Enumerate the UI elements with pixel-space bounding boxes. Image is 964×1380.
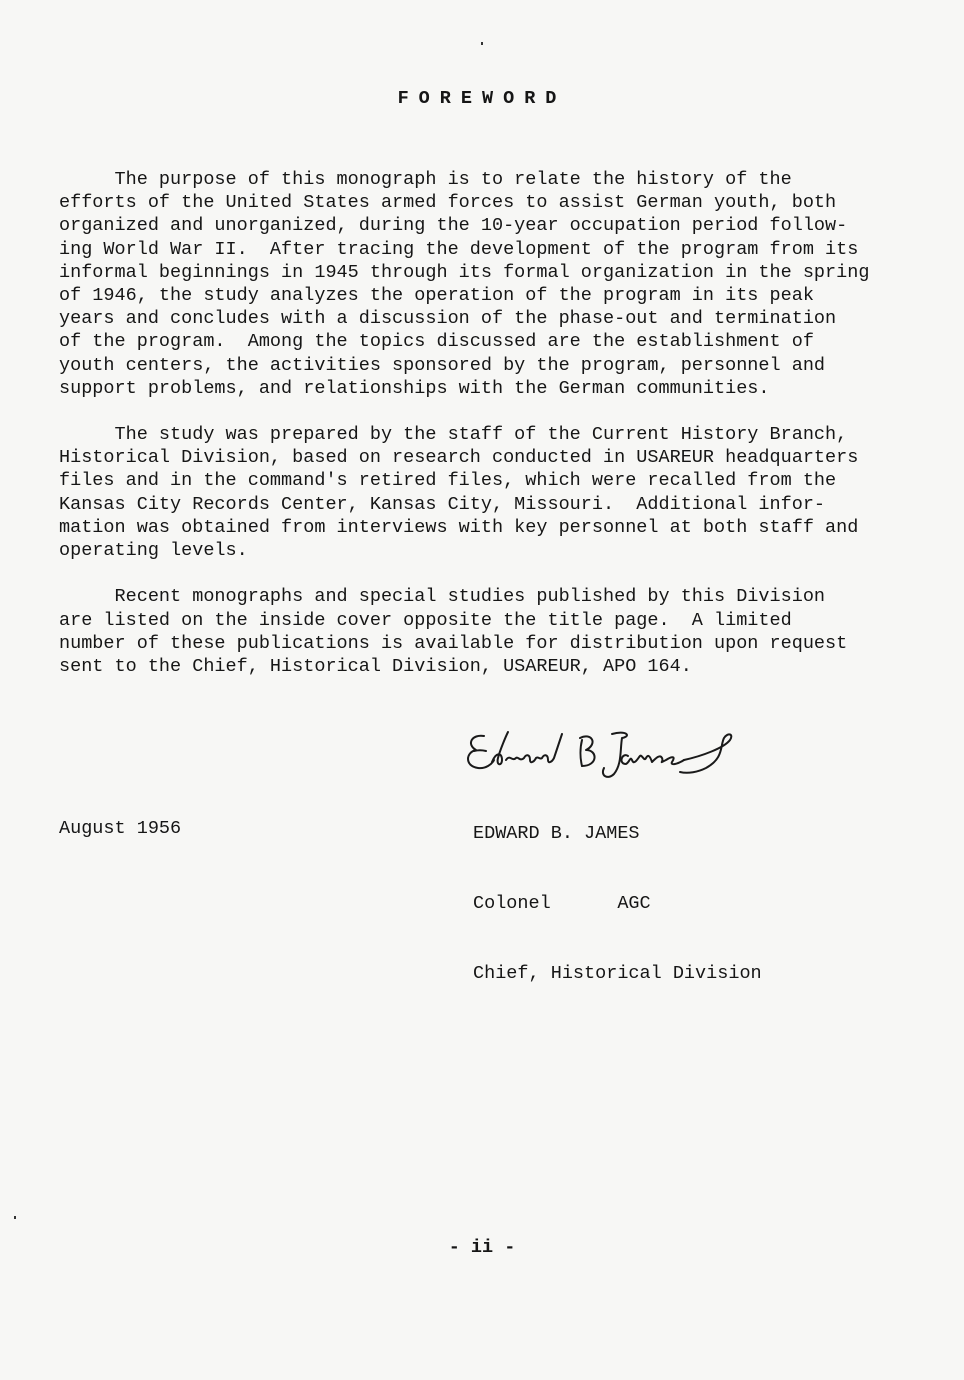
text-line: Kansas City Records Center, Kansas City, Missouri. Additional infor-: [59, 493, 826, 515]
paragraph-3: [59, 585, 929, 678]
signature-block: [473, 776, 762, 1031]
text-line: of 1946, the study analyzes the operation of the program in its peak: [59, 284, 814, 306]
text-line: sent to the Chief, Historical Division, USAREUR, APO 164.: [59, 655, 692, 677]
text-line: informal beginnings in 1945 through its formal organization in the spring: [59, 261, 870, 283]
print-speck: [14, 1216, 16, 1219]
text-line: efforts of the United States armed forces to assist German youth, both: [59, 192, 837, 214]
text-line: operating levels.: [59, 540, 248, 561]
text-line: Recent monographs and special studies published by this Division: [59, 586, 826, 608]
text-line: youth centers, the activities sponsored by the program, personnel and: [59, 354, 826, 376]
print-speck: [481, 42, 483, 45]
text-line: mation was obtained from interviews with key personnel at both staff and: [59, 516, 859, 538]
text-line: The purpose of this monograph is to relate the history of the: [59, 169, 792, 190]
text-line: number of these publications is available for distribution upon request: [59, 632, 848, 654]
page-number: - ii -: [448, 1237, 516, 1258]
text-line: Historical Division, based on research conducted in USAREUR headquarters: [59, 447, 859, 469]
text-line: ing World War II. After tracing the development of the program from its: [59, 238, 859, 260]
text-line: are listed on the inside cover opposite the title page. A limited: [59, 609, 792, 631]
text-line: support problems, and relationships with the German communities.: [59, 377, 770, 399]
signer-position: Chief, Historical Division: [473, 962, 762, 984]
text-line: of the program. Among the topics discussed are the establishment of: [59, 331, 814, 353]
text-line: years and concludes with a discussion of the phase-out and termination: [59, 308, 837, 330]
text-line: The study was prepared by the staff of the Current History Branch,: [59, 424, 848, 446]
paragraph-1: [59, 168, 929, 400]
handwritten-signature: [462, 722, 762, 782]
text-line: files and in the command's retired files, which were recalled from the: [59, 470, 837, 492]
page-title: FOREWORD: [397, 88, 567, 109]
signer-name: EDWARD B. JAMES: [473, 823, 640, 845]
foreword-body: [59, 168, 929, 701]
document-date: August 1956: [59, 818, 182, 839]
paragraph-2: [59, 423, 929, 562]
signer-rank: Colonel AGC: [473, 893, 651, 915]
text-line: organized and unorganized, during the 10-year occupation period follow-: [59, 215, 848, 237]
